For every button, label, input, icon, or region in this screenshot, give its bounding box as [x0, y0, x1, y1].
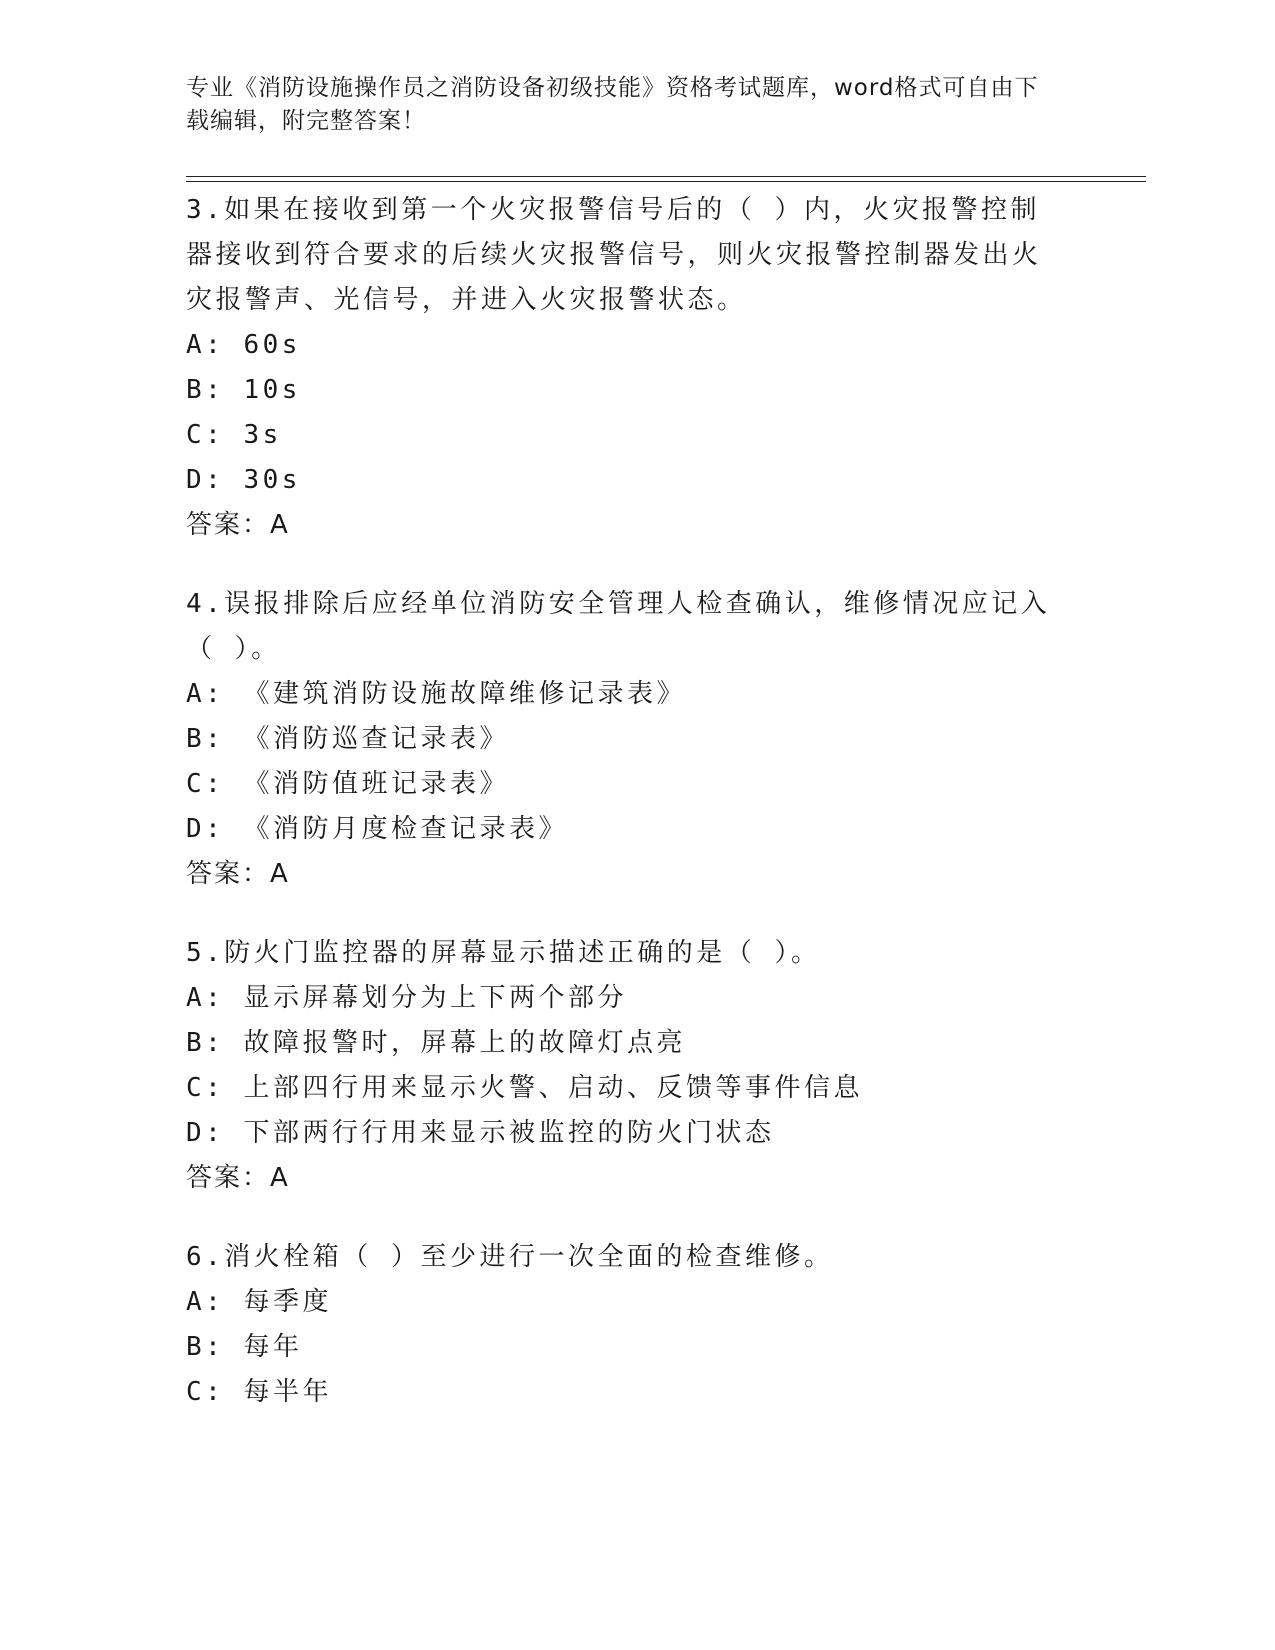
header-line-2: 载编辑，附完整答案！	[186, 108, 426, 134]
option-c: C: 每半年	[186, 1377, 332, 1407]
answer-line: 答案：A	[186, 510, 290, 540]
question-list	[186, 188, 1066, 1449]
option-a: A: 《建筑消防设施故障维修记录表》	[186, 679, 686, 709]
question-5	[186, 931, 1066, 1201]
option-c: C: 3s	[186, 420, 282, 450]
option-c: C: 《消防值班记录表》	[186, 769, 509, 799]
option-a: A: 每季度	[186, 1287, 332, 1317]
option-c: C: 上部四行用来显示火警、启动、反馈等事件信息	[186, 1073, 863, 1103]
question-3	[186, 188, 1066, 548]
option-a: A: 60s	[186, 330, 301, 360]
answer-line: 答案：A	[186, 859, 290, 889]
option-b: B: 故障报警时，屏幕上的故障灯点亮	[186, 1028, 686, 1058]
answer-line: 答案：A	[186, 1163, 290, 1193]
question-text: 4.误报排除后应经单位消防安全管理人检查确认，维修情况应记入（ ）。	[186, 589, 1051, 664]
header-divider-top	[186, 176, 1146, 177]
option-d: D: 《消防月度检查记录表》	[186, 814, 568, 844]
document-header	[186, 72, 1066, 138]
option-b: B: 每年	[186, 1332, 303, 1362]
option-b: B: 10s	[186, 375, 301, 405]
question-text: 3.如果在接收到第一个火灾报警信号后的（ ）内，火灾报警控制器接收到符合要求的后续火灾报警信号，则火灾报警控制器发出火灾报警声、光信号，并进入火灾报警状态。	[186, 195, 1042, 315]
question-6	[186, 1235, 1066, 1415]
option-a: A: 显示屏幕划分为上下两个部分	[186, 983, 627, 1013]
option-d: D: 30s	[186, 465, 301, 495]
question-text: 5.防火门监控器的屏幕显示描述正确的是（ ）。	[186, 938, 821, 968]
header-line-1: 专业《消防设施操作员之消防设备初级技能》资格考试题库，word格式可自由下	[186, 75, 1039, 101]
header-divider-bottom	[186, 181, 1146, 182]
question-text: 6.消火栓箱（ ）至少进行一次全面的检查维修。	[186, 1242, 834, 1272]
option-d: D: 下部两行行用来显示被监控的防火门状态	[186, 1118, 775, 1148]
option-b: B: 《消防巡查记录表》	[186, 724, 509, 754]
question-4	[186, 582, 1066, 897]
